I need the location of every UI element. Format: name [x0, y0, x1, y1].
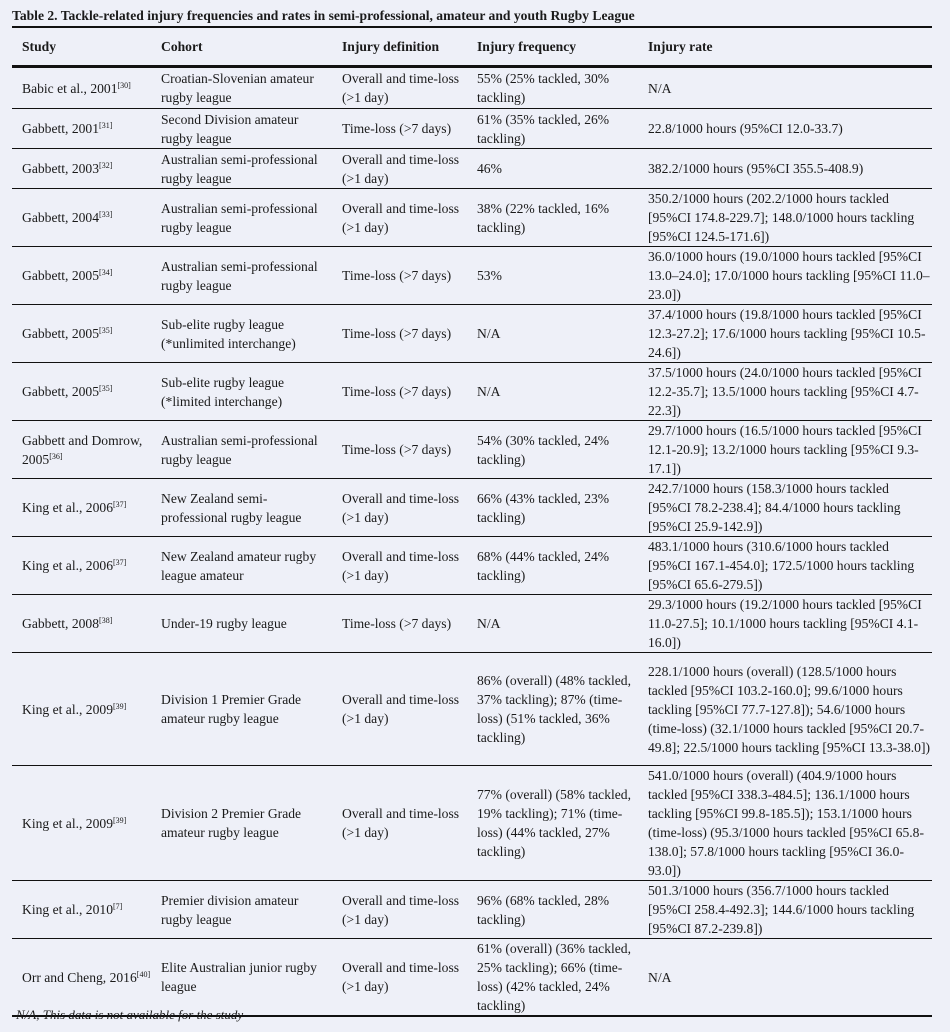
- reference-number: [35]: [99, 326, 113, 335]
- reference-number: [34]: [99, 268, 113, 277]
- cell-injury-rate: 350.2/1000 hours (202.2/1000 hours tackled [95%CI 174.8-229.7]; 148.0/1000 hours tackling [95%CI 124.5-171.6]): [638, 189, 932, 247]
- cell-injury-frequency: 38% (22% tackled, 16% tackling): [467, 189, 638, 247]
- cell-injury-frequency: 55% (25% tackled, 30% tackling): [467, 67, 638, 109]
- table-row: [12, 479, 932, 537]
- cell-cohort: Sub-elite rugby league (*unlimited interchange): [151, 305, 332, 363]
- cell-cohort: Premier division amateur rugby league: [151, 881, 332, 939]
- cell-injury-definition: Overall and time-loss (>1 day): [332, 67, 467, 109]
- cell-injury-definition: Overall and time-loss (>1 day): [332, 881, 467, 939]
- study-name: King et al., 2009: [22, 701, 113, 717]
- header-cohort: Cohort: [151, 28, 332, 67]
- cell-study: [12, 247, 151, 305]
- cell-injury-rate: N/A: [638, 67, 932, 109]
- cell-study: [12, 189, 151, 247]
- cell-injury-frequency: 61% (35% tackled, 26% tackling): [467, 109, 638, 149]
- cell-injury-frequency: 53%: [467, 247, 638, 305]
- reference-number: [39]: [113, 815, 127, 825]
- table-row: [12, 595, 932, 653]
- cell-cohort: New Zealand semi-professional rugby league: [151, 479, 332, 537]
- table-row: [12, 939, 932, 1017]
- cell-injury-definition: Time-loss (>7 days): [332, 109, 467, 149]
- reference-number: [7]: [113, 902, 123, 911]
- cell-injury-definition: Time-loss (>7 days): [332, 421, 467, 479]
- injury-table: [12, 28, 932, 1017]
- cell-cohort: Australian semi-professional rugby league: [151, 189, 332, 247]
- cell-injury-definition: Overall and time-loss (>1 day): [332, 653, 467, 766]
- cell-injury-rate: 242.7/1000 hours (158.3/1000 hours tackled [95%CI 78.2-238.4]; 84.4/1000 hours tackling [95%CI 25.9-142.9]): [638, 479, 932, 537]
- cell-study: [12, 537, 151, 595]
- cell-injury-definition: Time-loss (>7 days): [332, 305, 467, 363]
- study-name: Babic et al., 2001: [22, 80, 118, 96]
- cell-injury-frequency: N/A: [467, 363, 638, 421]
- header-study: Study: [12, 28, 151, 67]
- cell-cohort: Elite Australian junior rugby league: [151, 939, 332, 1017]
- table-row: [12, 363, 932, 421]
- table-row: [12, 653, 932, 766]
- study-name: Gabbett, 2001: [22, 121, 100, 136]
- study-name: King et al., 2010: [22, 902, 113, 917]
- cell-study: [12, 653, 151, 766]
- reference-number: [32]: [99, 161, 113, 170]
- header-injury-definition: Injury definition: [332, 28, 467, 67]
- study-name: Gabbett and Domrow, 2005: [22, 432, 143, 467]
- cell-injury-definition: Time-loss (>7 days): [332, 595, 467, 653]
- cell-injury-rate: N/A: [638, 939, 932, 1017]
- reference-number: [39]: [113, 701, 127, 711]
- cell-cohort: Australian semi-professional rugby league: [151, 421, 332, 479]
- cell-injury-frequency: 77% (overall) (58% tackled, 19% tackling); 71% (time-loss) (44% tackled, 27% tackling): [467, 766, 638, 881]
- cell-injury-frequency: 66% (43% tackled, 23% tackling): [467, 479, 638, 537]
- cell-study: [12, 363, 151, 421]
- reference-number: [31]: [99, 121, 113, 130]
- study-name: Gabbett, 2005: [22, 326, 100, 341]
- cell-study: [12, 305, 151, 363]
- header-injury-frequency: Injury frequency: [467, 28, 638, 67]
- study-name: King et al., 2006: [22, 500, 113, 515]
- table-row: [12, 189, 932, 247]
- reference-number: [36]: [49, 451, 63, 461]
- table-title: Table 2. Tackle-related injury frequencies and rates in semi-professional, amateur and youth Rugby League: [12, 6, 932, 28]
- table-row: [12, 421, 932, 479]
- cell-injury-frequency: 86% (overall) (48% tackled, 37% tackling); 87% (time-loss) (51% tackled, 36% tackling): [467, 653, 638, 766]
- cell-cohort: Croatian-Slovenian amateur rugby league: [151, 67, 332, 109]
- cell-injury-rate: 228.1/1000 hours (overall) (128.5/1000 hours tackled [95%CI 103.2-160.0]; 99.6/1000 hours tackling [95%CI 77.7-127.8]); 54.6/1000 hours (time-loss) (32.1/1000 hours tackled [95%CI 20.7-49.8]; 22.5/1000 hours tackling [95%CI 13.3-38.0]): [638, 653, 932, 766]
- table-row: [12, 247, 932, 305]
- table-row: [12, 149, 932, 189]
- table-row: [12, 305, 932, 363]
- cell-study: [12, 109, 151, 149]
- reference-number: [35]: [99, 384, 113, 393]
- cell-cohort: Australian semi-professional rugby league: [151, 247, 332, 305]
- cell-injury-frequency: 54% (30% tackled, 24% tackling): [467, 421, 638, 479]
- cell-injury-frequency: 46%: [467, 149, 638, 189]
- table-body: [12, 67, 932, 1017]
- cell-injury-rate: 382.2/1000 hours (95%CI 355.5-408.9): [638, 149, 932, 189]
- cell-study: [12, 939, 151, 1017]
- study-name: Gabbett, 2004: [22, 210, 100, 225]
- cell-cohort: Division 2 Premier Grade amateur rugby league: [151, 766, 332, 881]
- cell-injury-frequency: N/A: [467, 305, 638, 363]
- cell-injury-rate: 37.4/1000 hours (19.8/1000 hours tackled [95%CI 12.3-27.2]; 17.6/1000 hours tackling [95%CI 10.5-24.6]): [638, 305, 932, 363]
- cell-injury-rate: 22.8/1000 hours (95%CI 12.0-33.7): [638, 109, 932, 149]
- study-name: Gabbett, 2005: [22, 268, 100, 283]
- cell-study: [12, 479, 151, 537]
- cell-cohort: Division 1 Premier Grade amateur rugby league: [151, 653, 332, 766]
- cell-injury-frequency: 61% (overall) (36% tackled, 25% tackling); 66% (time-loss) (42% tackled, 24% tackling): [467, 939, 638, 1017]
- cell-injury-definition: Overall and time-loss (>1 day): [332, 939, 467, 1017]
- study-name: Gabbett, 2003: [22, 161, 100, 176]
- cell-injury-frequency: 96% (68% tackled, 28% tackling): [467, 881, 638, 939]
- cell-injury-definition: Overall and time-loss (>1 day): [332, 189, 467, 247]
- cell-injury-definition: Overall and time-loss (>1 day): [332, 766, 467, 881]
- cell-injury-definition: Time-loss (>7 days): [332, 247, 467, 305]
- reference-number: [38]: [99, 616, 113, 625]
- table-row: [12, 537, 932, 595]
- cell-injury-rate: 501.3/1000 hours (356.7/1000 hours tackled [95%CI 258.4-492.3]; 144.6/1000 hours tackling [95%CI 87.2-239.8]): [638, 881, 932, 939]
- reference-number: [30]: [117, 80, 131, 90]
- cell-injury-rate: 541.0/1000 hours (overall) (404.9/1000 hours tackled [95%CI 338.3-484.5]; 136.1/1000 hours tackling [95%CI 99.8-185.5]); 153.1/1000 hours (time-loss) (95.3/1000 hours tackled [95%CI 65.8-138.0]; 57.8/1000 hours tackling [95%CI 36.0-93.0]): [638, 766, 932, 881]
- cell-study: [12, 149, 151, 189]
- cell-injury-definition: Overall and time-loss (>1 day): [332, 149, 467, 189]
- cell-study: [12, 766, 151, 881]
- cell-injury-frequency: 68% (44% tackled, 24% tackling): [467, 537, 638, 595]
- header-injury-rate: Injury rate: [638, 28, 932, 67]
- cell-injury-frequency: N/A: [467, 595, 638, 653]
- table-row: [12, 881, 932, 939]
- cell-study: [12, 881, 151, 939]
- cell-injury-definition: Time-loss (>7 days): [332, 363, 467, 421]
- reference-number: [37]: [113, 500, 127, 509]
- reference-number: [33]: [99, 210, 113, 219]
- cell-study: [12, 67, 151, 109]
- cell-injury-rate: 483.1/1000 hours (310.6/1000 hours tackled [95%CI 167.1-454.0]; 172.5/1000 hours tackling [95%CI 65.6-279.5]): [638, 537, 932, 595]
- study-name: King et al., 2009: [22, 815, 113, 831]
- study-name: Gabbett, 2005: [22, 384, 100, 399]
- cell-injury-rate: 29.3/1000 hours (19.2/1000 hours tackled [95%CI 11.0-27.5]; 10.1/1000 hours tackling [95%CI 4.1-16.0]): [638, 595, 932, 653]
- table-row: [12, 766, 932, 881]
- cell-injury-definition: Overall and time-loss (>1 day): [332, 479, 467, 537]
- cell-injury-rate: 36.0/1000 hours (19.0/1000 hours tackled [95%CI 13.0–24.0]; 17.0/1000 hours tackling [95%CI 11.0–23.0]): [638, 247, 932, 305]
- study-name: King et al., 2006: [22, 558, 113, 573]
- cell-injury-rate: 37.5/1000 hours (24.0/1000 hours tackled [95%CI 12.2-35.7]; 13.5/1000 hours tackling [95%CI 4.7-22.3]): [638, 363, 932, 421]
- cell-study: [12, 595, 151, 653]
- cell-injury-definition: Overall and time-loss (>1 day): [332, 537, 467, 595]
- reference-number: [40]: [136, 969, 151, 979]
- study-name: Orr and Cheng, 2016: [22, 969, 137, 985]
- table-header-row: [12, 28, 932, 67]
- cell-cohort: Under-19 rugby league: [151, 595, 332, 653]
- table-footnote: N/A, This data is not available for the study: [16, 1007, 244, 1022]
- reference-number: [37]: [113, 558, 127, 567]
- cell-cohort: Australian semi-professional rugby league: [151, 149, 332, 189]
- cell-study: [12, 421, 151, 479]
- cell-injury-rate: 29.7/1000 hours (16.5/1000 hours tackled [95%CI 12.1-20.9]; 13.2/1000 hours tackling [95%CI 9.3-17.1]): [638, 421, 932, 479]
- cell-cohort: Sub-elite rugby league (*limited interchange): [151, 363, 332, 421]
- study-name: Gabbett, 2008: [22, 616, 100, 631]
- table-row: [12, 109, 932, 149]
- cell-cohort: Second Division amateur rugby league: [151, 109, 332, 149]
- table-row: [12, 67, 932, 109]
- cell-cohort: New Zealand amateur rugby league amateur: [151, 537, 332, 595]
